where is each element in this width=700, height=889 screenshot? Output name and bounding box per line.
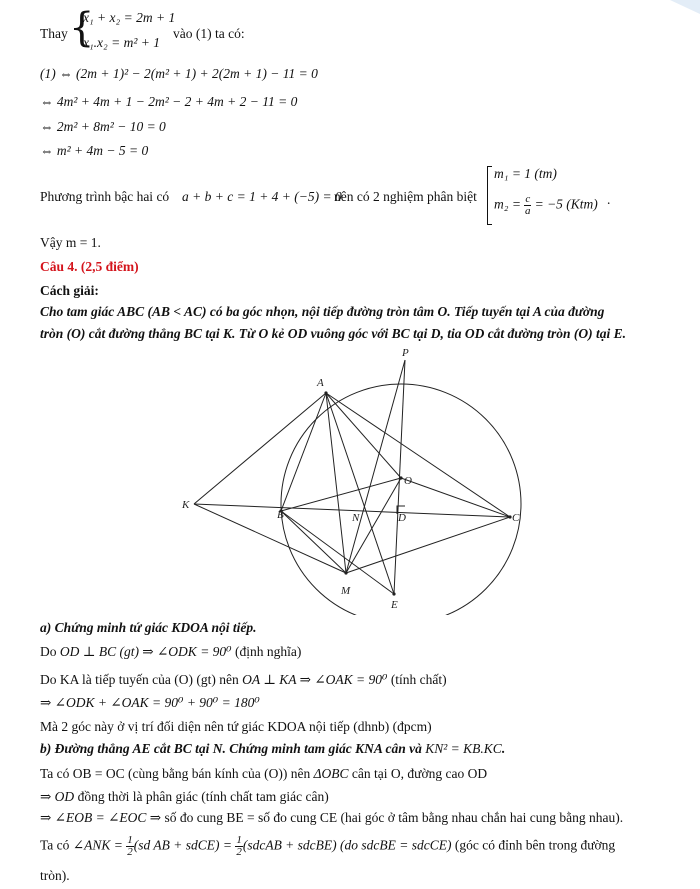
root-2-fraction: $\frac{c}{a}$ (525, 193, 531, 217)
b-line-4-math-1: ∠ANK = (72, 837, 123, 853)
a-line-2: Do KA là tiếp tuyến của (O) (gt) nên OA ⊥ KA ⇒ ∠OAK = 90⁰ (tính chất) (40, 672, 447, 687)
system-line-2: x₁.x₂ = m² + 1 (83, 35, 161, 50)
b-line-2-math: ⇒ OD (40, 789, 75, 804)
equation-3: ⇔ 2m² + 8m² − 10 = 0 (40, 119, 166, 134)
a-line-4: Mà 2 góc này ở vị trí đối diện nên tứ giác KDOA nội tiếp (dhnb) (đpcm) (40, 719, 432, 734)
label-P: P (402, 347, 409, 359)
b-line-4-math-3: (sdcAB + sdcBE) (do sdcBE = sdcCE) (242, 837, 452, 853)
b-line-4-fraction-2: $\frac{1}{2}$ (236, 834, 242, 858)
b-line-2: ⇒ OD đồng thời là phân giác (tính chất tam giác cân) (40, 789, 329, 804)
part-b-title-math: KN² = KB.KC (425, 741, 502, 756)
label-B: B (277, 509, 284, 521)
a-line-3: ⇒ ∠ODK + ∠OAK = 90⁰ + 90⁰ = 180⁰ (40, 695, 260, 710)
root-2-lhs: m₂ = (494, 196, 521, 212)
label-D: D (398, 512, 406, 524)
b-line-5: tròn). (40, 868, 70, 883)
b-line-4-fraction-1: $\frac{1}{2}$ (127, 834, 133, 858)
system-line-1: x₁ + x₂ = 2m + 1 (83, 10, 176, 25)
label-K: K (182, 499, 190, 511)
quad-text-1: Phương trình bậc hai có (40, 189, 170, 204)
label-O: O (404, 475, 412, 487)
b-line-1: Ta có OB = OC (cùng bằng bán kính của (O)) nên ΔOBC cân tại O, đường cao OD (40, 766, 488, 781)
solution-heading: Cách giải: (40, 283, 99, 298)
root-2 (494, 194, 598, 217)
problem-line-1: Cho tam giác ABC (AB < AC) có ba góc nhọn, nội tiếp đường tròn tâm O. Tiếp tuyến tại A của đường (40, 304, 605, 319)
equation-1: (1) ⇔ (2m + 1)² − 2(m² + 1) + 2(2m + 1) − 11 = 0 (40, 66, 318, 81)
quad-expression: a + b + c = 1 + 4 + (−5) = 0 (182, 189, 342, 204)
label-E: E (391, 599, 398, 611)
root-1: m₁ = 1 (tm) (494, 166, 557, 181)
label-N: N (352, 512, 360, 524)
b-line-4: Ta có ∠ANK = $\frac{1}{2}$ (sd AB + sdCE) = $\frac{1}{2}$ (sdcAB + sdcBE) (do sdcBE = sdcCE) (góc có đỉnh bên trong đường (40, 834, 616, 858)
corner-decoration (660, 0, 700, 20)
b-line-4-math-2: (sd AB + sdCE) = (133, 837, 232, 853)
a-line-1-note: (định nghĩa) (234, 644, 302, 659)
equation-4: ⇔ m² + 4m − 5 = 0 (40, 143, 149, 158)
label-C: C (512, 512, 520, 524)
roots-dot: . (607, 192, 611, 207)
part-b-title: b) Đường thẳng AE cắt BC tại N. Chứng minh tam giác KNA cân và KN² = KB.KC. (40, 741, 506, 756)
intro-thay: Thay (40, 26, 68, 41)
system-brace: { (69, 5, 95, 51)
b-line-3-math: ⇒ ∠EOB = ∠EOC ⇒ (40, 810, 162, 825)
b-line-1-math: ΔOBC (313, 766, 349, 781)
equation-2: ⇔ 4m² + 4m + 1 − 2m² − 2 + 4m + 2 − 11 = 0 (40, 94, 298, 109)
label-A: A (317, 377, 324, 389)
b-line-3: ⇒ ∠EOB = ∠EOC ⇒ số đo cung BE = số đo cung CE (hai góc ở tâm bằng nhau chắn hai cung bằng nhau). (40, 810, 624, 825)
a-line-2-note: (tính chất) (390, 672, 447, 687)
part-a-title: a) Chứng minh tứ giác KDOA nội tiếp. (40, 620, 257, 635)
conclusion: Vậy m = 1. (40, 235, 101, 250)
root-2-rhs: = −5 (Ktm) (534, 196, 598, 212)
a-line-1: Do OD ⊥ BC (gt) ⇒ ∠ODK = 90⁰ (định nghĩa) (40, 644, 302, 659)
label-M: M (341, 585, 351, 597)
roots-bracket (487, 166, 492, 225)
quad-text-2: nên có 2 nghiệm phân biệt (334, 189, 477, 204)
problem-line-2: tròn (O) cắt đường thẳng BC tại K. Từ O kẻ OD vuông góc với BC tại D, tia OD cắt đường tròn (O) tại E. (40, 326, 627, 341)
intro-vao: vào (1) ta có: (173, 26, 245, 41)
a-line-1-math: OD ⊥ BC (gt) ⇒ ∠ODK = 90⁰ (59, 644, 232, 659)
geometry-figure (0, 340, 700, 615)
question-4-heading: Câu 4. (2,5 điểm) (40, 259, 139, 274)
a-line-2-math: OA ⊥ KA ⇒ ∠OAK = 90⁰ (242, 672, 388, 687)
